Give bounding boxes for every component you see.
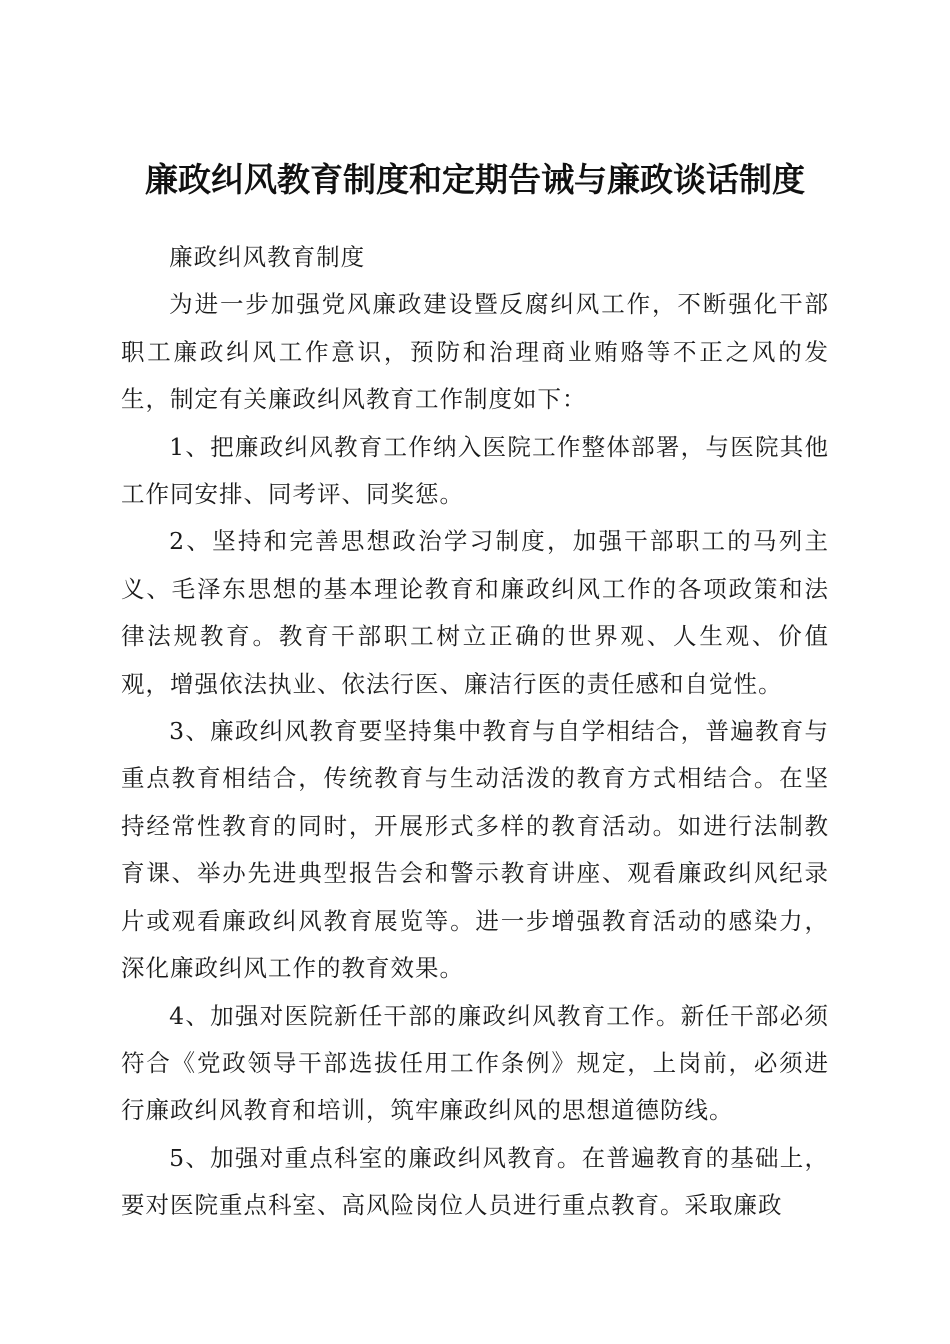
paragraph-item-5: 5、加强对重点科室的廉政纠风教育。在普遍教育的基础上，要对医院重点科室、高风险岗位人员进行重点教育。采取廉政 [121,1143,829,1220]
paragraph-item-2: 2、坚持和完善思想政治学习制度，加强干部职工的马列主义、毛泽东思想的基本理论教育和廉政纠风工作的各项政策和法律法规教育。教育干部职工树立正确的世界观、人生观、价值观，增强依法执业、依法行医、廉洁行医的责任感和自觉性。 [121,527,829,698]
paragraph-item-3: 3、廉政纠风教育要坚持集中教育与自学相结合，普遍教育与重点教育相结合，传统教育与生动活泼的教育方式相结合。在坚持经常性教育的同时，开展形式多样的教育活动。如进行法制教育课、举办先进典型报告会和警示教育讲座、观看廉政纠风纪录片或观看廉政纠风教育展览等。进一步增强教育活动的感染力，深化廉政纠风工作的教育效果。 [121,717,829,983]
paragraph-item-4: 4、加强对医院新任干部的廉政纠风教育工作。新任干部必须符合《党政领导干部选拔任用工作条例》规定，上岗前，必须进行廉政纠风教育和培训，筑牢廉政纠风的思想道德防线。 [121,1001,829,1125]
section-heading: 廉政纠风教育制度 [169,243,366,271]
document-body [121,234,829,1230]
paragraph-item-1: 1、把廉政纠风教育工作纳入医院工作整体部署，与医院其他工作同安排、同考评、同奖惩。 [121,432,829,509]
paragraph-intro: 为进一步加强党风廉政建设暨反腐纠风工作，不断强化干部职工廉政纠风工作意识，预防和治理商业贿赂等不正之风的发生，制定有关廉政纠风教育工作制度如下： [121,290,829,414]
document-title: 廉政纠风教育制度和定期告诫与廉政谈话制度 [145,160,805,200]
